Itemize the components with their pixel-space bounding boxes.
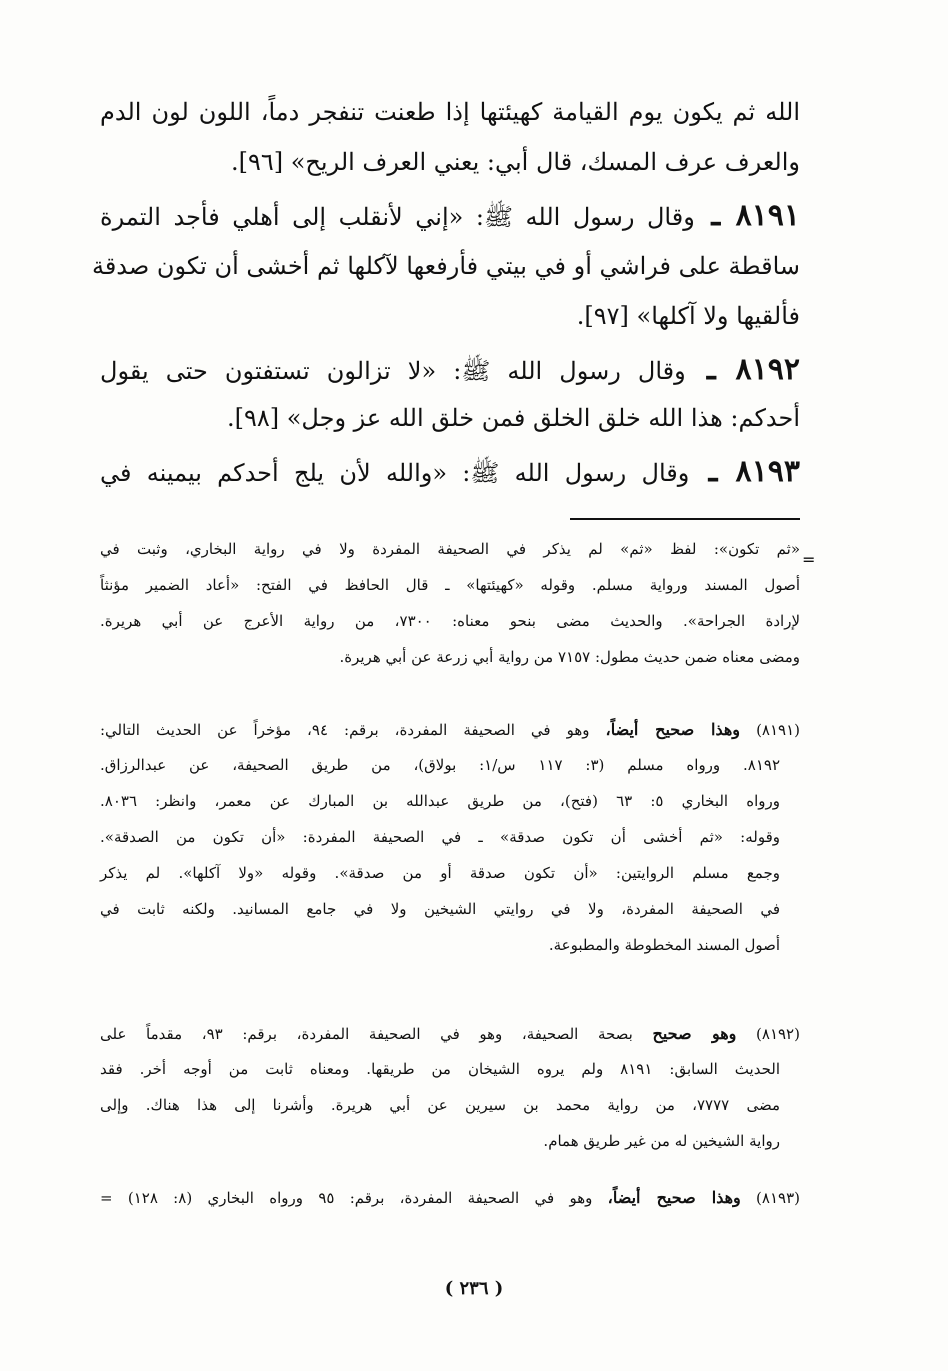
main-text-line: أحدكم: هذا الله خلق الخلق فمن خلق الله عز وجل» [٩٨]. [226, 404, 800, 432]
main-text-line: ساقطة على فراشي أو في بيتي فأرفعها لآكلها ثم أخشى أن تكون صدقة [91, 252, 800, 280]
hadith-number: ٨١٩١ ـ [711, 198, 801, 233]
footnote-8191-line [100, 720, 800, 739]
footnote-ref: (٨١٩١) [756, 721, 801, 739]
footnote-ref: (٨١٩٣) [756, 1189, 800, 1207]
continuation-mark: = [802, 550, 816, 569]
hadith-8192-line [100, 352, 800, 391]
footnote-line: في الصحيفة المفردة، ولا في روايتي الشيخين ولا في جامع المسانيد. ولكنه ثابت في [100, 900, 780, 918]
footnote-line: أصول المسند المخطوطة والمطبوعة. [548, 936, 780, 954]
footnote-line: بصحة الصحيفة، وهو في الصحيفة المفردة، برقم: ٩٣، مقدماً على [100, 1025, 633, 1043]
footnote-line: أصول المسند ورواية مسلم. وقوله «كهيئتها» ـ قال الحافظ في الفتح: «أعاد الضمير مؤنثاً [100, 576, 800, 594]
main-text-line: وقال رسول الله ﷺ: «لا تزالون تستفتون حتى يقول [100, 357, 686, 385]
footnote-line: «ثم تكون»: لفظ «ثم» لم يذكر في الصحيفة المفردة ولا في رواية البخاري، وثبت في [100, 540, 800, 558]
footnote-bold: وهذا صحيح أيضاً، [607, 1188, 741, 1207]
footnote-line: وهو في الصحيفة المفردة، برقم: ٩٥ ورواه البخاري (٨: ١٢٨) = [100, 1189, 593, 1207]
footnote-8192-line [100, 1024, 800, 1043]
footnote-line: لإرادة الجراحة». والحديث مضى بنحو معناه: ٧٣٠٠، من رواية الأعرج عن أبي هريرة. [100, 612, 801, 630]
footnote-bold: وهذا صحيح أيضاً، [605, 720, 741, 739]
main-text-line: والعرف عرف المسك، قال أبي: يعني العرف الريح» [٩٦]. [230, 148, 800, 176]
main-text-line: الله ثم يكون يوم القيامة كهيئتها إذا طعنت تنفجر دماً، اللون لون الدم [100, 98, 800, 126]
footnote-line: ٨١٩٢. ورواه مسلم (٣: ١١٧ س/١: بولاق)، من طريق الصحيفة، عن عبدالرزاق. [100, 756, 781, 774]
hadith-8191-line [100, 198, 800, 237]
footnote-line: وهو في الصحيفة المفردة، برقم: ٩٤، مؤخراً عن الحديث التالي: [100, 721, 590, 739]
footnote-8193-line [100, 1188, 800, 1207]
footnote-line: ورواه البخاري ٥: ٦٣ (فتح)، من طريق عبدالله بن المبارك عن معمر، وانظر: ٨٠٣٦. [100, 792, 780, 810]
footnote-line: رواية الشيخين له من غير طريق همام. [543, 1132, 780, 1150]
footnote-line: ومضى معناه ضمن حديث مطول: ٧١٥٧ من رواية أبي زرعة عن أبي هريرة. [339, 648, 800, 666]
footnote-line: مضى ٧٧٧٧، من رواية محمد بن سيرين عن أبي هريرة. وأشرنا إلى هذا هناك. وإلى [100, 1096, 780, 1114]
footnote-line: وجمع مسلم الروايتين: «أن تكون صدقة أو من صدقة». وقوله «ولا آكلها». لم يذكر [100, 864, 780, 882]
main-text-line: وقال رسول الله ﷺ: «إني لأنقلب إلى أهلي فأجد التمرة [100, 203, 695, 231]
main-text-line: وقال رسول الله ﷺ: «والله لأن يلج أحدكم بيمينه في [100, 459, 690, 487]
footnote-separator [570, 518, 800, 520]
footnote-ref: (٨١٩٢) [756, 1025, 800, 1043]
footnote-line: الحديث السابق: ٨١٩١ ولم يروه الشيخان من طريقها. ومعناه ثابت من أوجه أخر. فقد [100, 1060, 780, 1078]
page-number: ( ٢٣٦ ) [444, 1278, 504, 1299]
footnote-bold: وهو صحيح [652, 1024, 737, 1043]
hadith-8193-line [100, 454, 800, 493]
hadith-number: ٨١٩٣ ـ [708, 454, 800, 489]
main-text-line: فألقيها ولا آكلها» [٩٧]. [576, 302, 800, 330]
footnote-line: وقوله: «ثم أخشى أن تكون صدقة» ـ في الصحيفة المفردة: «أن تكون من الصدقة». [100, 828, 780, 846]
hadith-number: ٨١٩٢ ـ [706, 352, 800, 387]
